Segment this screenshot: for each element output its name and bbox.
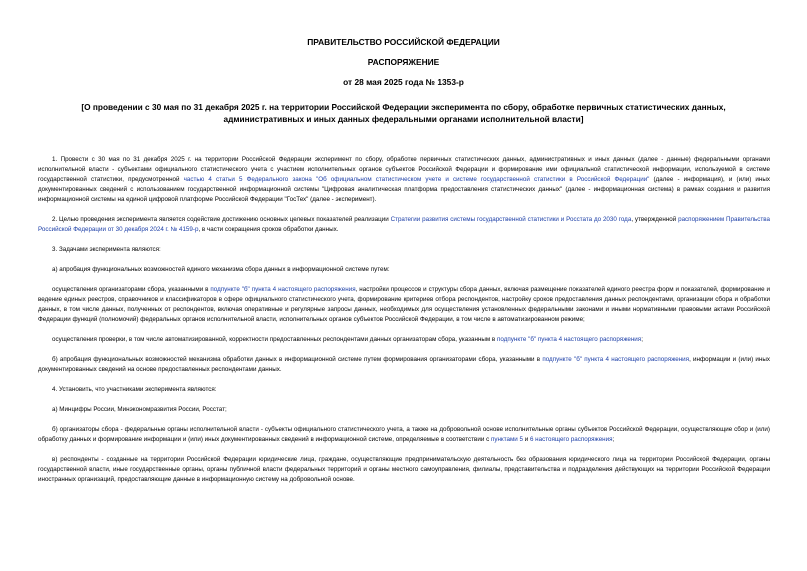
text: б) организаторы сбора - федеральные органы исполнительной власти - субъекты официального статистического учета, а также на добровольной основе исполнительные органы субъектов Российской Федерации, осуществляющие сбор и (или) обработку данных и формирование информации и (или) иных документированных сведений в информационной системе, определяемые в соответствии с [38, 426, 770, 443]
text: 1. Провести с 30 мая по 31 декабря 2025 г. на территории Российской Федерации эксперимент по сбору, обработке первичных статистических данных, административных и иных данных (далее - данные) федеральными органами исполнительной власти - субъектами официального статистического учета с участием исполнительных органов субъектов Российской Федерации и формирование ими официальной статистической информации, используемой в системе государственной статистики, предусмотренной [38, 156, 770, 183]
text: б) апробация функциональных возможностей механизма обработки данных в информационной системе путем формирования организаторами сбора, указанными в [52, 356, 543, 363]
text: , в части сокращения сроков обработки данных. [198, 226, 339, 233]
text: (далее - информация), и (или) иных документированных сведений с использованием государственной информационной системы "Цифровая аналитическая платформа предоставления статистических данных" (далее - информационная система) в рамках создания и развития информационной системы на единой цифровой платформе Российской Федерации "ГосТех" (далее - эксперимент). [38, 176, 770, 203]
text: осуществления проверки, в том числе автоматизированной, корректности предоставленных респондентами данных организаторам сбора, указанным в [52, 336, 497, 343]
strategy-link[interactable]: Стратегии развития системы государственной статистики и Росстата до 2030 года [390, 216, 632, 223]
paragraph-2 [38, 215, 770, 235]
decree-link[interactable]: распоряжением Правительства Российской Федерации от 30 декабря 2024 г. № 4159-р [38, 216, 770, 233]
subpoint-link[interactable]: подпункте "б" пункта 4 настоящего распоряжения [210, 286, 356, 293]
points-link[interactable]: пунктами 5 [490, 436, 523, 443]
document-type: РАСПОРЯЖЕНИЕ [367, 57, 440, 67]
document-date-number: от 28 мая 2025 года № 1353-р [343, 77, 464, 87]
paragraph-1 [38, 155, 770, 205]
text: , информации и (или) иных документированных сведений на основе предоставленных респондентами данных. [38, 356, 770, 373]
paragraph-4: 4. Установить, что участниками эксперимента являются: [52, 386, 217, 393]
paragraph-3a-2 [38, 335, 770, 345]
paragraph-4b [38, 425, 770, 445]
text: , утвержденной [631, 216, 679, 223]
paragraph-3: 3. Задачами эксперимента являются: [52, 246, 161, 253]
text: ; [612, 436, 615, 443]
points-link[interactable]: 6 настоящего распоряжения [529, 436, 613, 443]
government-heading: ПРАВИТЕЛЬСТВО РОССИЙСКОЙ ФЕДЕРАЦИИ [307, 37, 500, 47]
text: , настройки процессов и структуры сбора данных, включая размещение показателей единого реестра форм и показателей, формирование и ведение единых реестров, справочников и классификаторов в сфере официального статистического учета, формирование критериев отбора респондентов, настройку сроков предоставления данных респондентами, организации сбора и обработки данных, в том числе данных, полученных от респондентов, включая оперативные и регулярные запросы данных, необходимых для осуществления установленных федеральными законами и иными нормативными правовыми актами Российской Федерации функций (полномочий) федеральных органов исполнительной власти, исполнительных органов субъектов Российской Федерации, в том числе в автоматизированном режиме; [38, 286, 770, 323]
document-title: [О проведении с 30 мая по 31 декабря 2025 г. на территории Российской Федерации эксперимента по сбору, обработке первичных статистических данных, административных и иных данных федеральными органами исполнительной власти] [81, 102, 726, 124]
subpoint-link[interactable]: подпункте "б" пункта 4 настоящего распоряжения [542, 356, 690, 363]
document-body [38, 155, 770, 495]
text: 2. Целью проведения эксперимента является содействие достижению основных целевых показателей реализации [52, 216, 391, 223]
paragraph-3a-1 [38, 285, 770, 325]
text: осуществления организаторами сбора, указанными в [52, 286, 211, 293]
paragraph-4c: в) респонденты - созданные на территории Российской Федерации юридические лица, граждане, осуществляющие предпринимательскую деятельность без образования юридического лица на территории Российской Федерации, органы государственной власти, иные государственные органы, органы публичной власти федеральных территорий и органы местного самоуправления, филиалы, представительства и подразделения действующих на территории Российской Федерации иностранных организаций, предоставляющие данные в информационную систему на добровольной основе. [38, 456, 770, 483]
text: и [523, 436, 530, 443]
law-link[interactable]: частью 4 статьи 5 Федерального закона "Об официальном статистическом учете и системе государственной статистики в Российской Федерации" [183, 176, 650, 183]
paragraph-4a: а) Минцифры России, Минэкономразвития России, Росстат; [52, 406, 227, 413]
paragraph-3b [38, 355, 770, 375]
text: ; [641, 336, 643, 343]
subpoint-link[interactable]: подпункте "б" пункта 4 настоящего распоряжения [496, 336, 642, 343]
paragraph-3a: а) апробация функциональных возможностей единого механизма сбора данных в информационной системе путем: [52, 266, 390, 273]
